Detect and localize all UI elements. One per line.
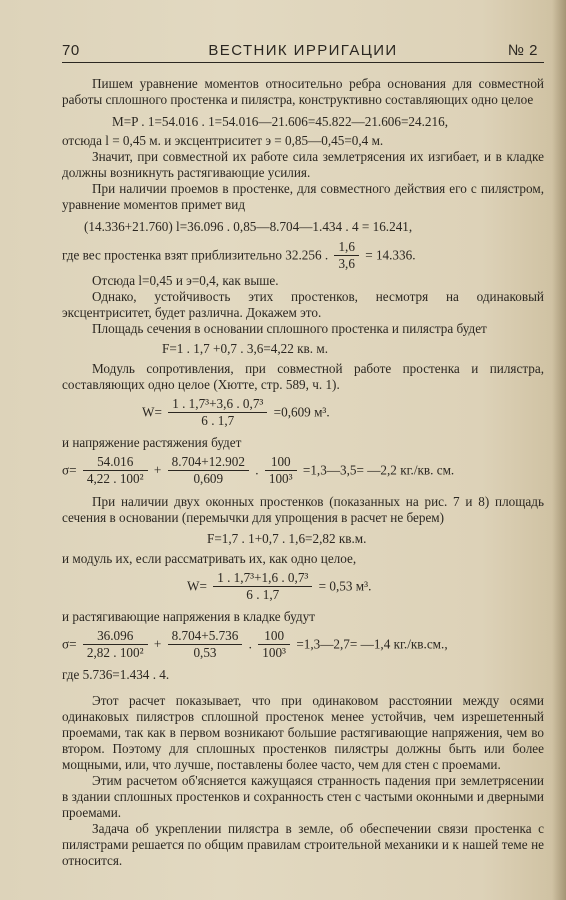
running-header — [62, 40, 544, 63]
equation-moment: M=P . 1=54.016 . 1=54.016—21.606=45.822—21.606=24.216, — [112, 114, 448, 129]
dot-sign: . — [248, 636, 252, 652]
equation-result: = 14.336. — [365, 247, 416, 263]
fraction — [168, 454, 249, 487]
equation-moment-openings: (14.336+21.760) l=36.096 . 0,85—8.704—1.434 . 4 = 16.241, — [84, 219, 413, 234]
paragraph: Отсюда l=0,45 и э=0,4, как выше. — [92, 273, 279, 288]
fraction-denominator: 6 . 1,7 — [201, 413, 235, 428]
paragraph: Модуль сопротивления, при совместной работе простенка и пилястра, составляющих одно целое (Хютте, стр. 589, ч. 1). — [62, 361, 544, 392]
paragraph: Площадь сечения в основании сплошного простенка и пилястра будет — [92, 321, 487, 336]
fraction — [83, 628, 148, 661]
paragraph: Этим расчетом об'ясняется кажущаяся странность падения при землетрясении в здании сплошных простенков и сохранность стен с частыми оконными и дверными проемами. — [62, 773, 544, 820]
equation-modulus — [142, 396, 544, 432]
fraction-denominator: 100³ — [262, 645, 287, 660]
paragraph: При наличии двух оконных простенков (показанных на рис. 7 и 8) площадь сечения в основании (перемычки для упрощения в расчет не берем) — [62, 494, 544, 525]
paragraph: Пишем уравнение моментов относительно ребра основания для совместной работы сплошного простенка и пилястра, конструктивно составляющих одно целое — [62, 76, 544, 107]
paragraph-text: где вес простенка взят приблизительно 32.256 . — [62, 247, 329, 263]
fraction — [168, 396, 267, 429]
plus-sign: + — [153, 636, 162, 652]
fraction-numerator: 1 . 1,7³+3,6 . 0,7³ — [168, 396, 267, 413]
fraction — [258, 628, 290, 661]
dot-sign: . — [255, 462, 259, 478]
fraction-denominator: 3,6 — [338, 256, 355, 271]
paragraph: отсюда l = 0,45 м. и эксцентриситет э = 0,85—0,45=0,4 м. — [62, 133, 384, 148]
sigma-symbol: σ= — [62, 462, 77, 478]
paragraph: и растягивающие напряжения в кладке будут — [62, 609, 315, 624]
paragraph: Задача об укреплении пилястра в земле, об обеспечении связи простенка с пилястрами решается по общим правилам строительной механики и к нашей теме не относится. — [62, 821, 544, 868]
fraction-denominator: 0,609 — [193, 471, 224, 486]
fraction-numerator: 8.704+5.736 — [168, 628, 243, 645]
article-body — [62, 76, 544, 869]
paragraph: Однако, устойчивость этих простенков, несмотря на одинаковый эксцентриситет, будет различна. Докажем это. — [62, 289, 544, 320]
fraction — [213, 570, 312, 603]
issue-number: № 2 — [507, 42, 538, 59]
paragraph: и напряжение растяжения будет — [62, 435, 242, 450]
equation-area-openings: F=1,7 . 1+0,7 . 1,6=2,82 кв.м. — [207, 531, 367, 546]
fraction — [265, 454, 297, 487]
fraction-numerator: 1 . 1,7³+1,6 . 0,7³ — [213, 570, 312, 587]
fraction-numerator: 54.016 — [83, 454, 148, 471]
fraction-numerator: 100 — [265, 454, 297, 471]
fraction-numerator: 36.096 — [83, 628, 148, 645]
paragraph: где 5.736=1.434 . 4. — [62, 667, 170, 682]
fraction-numerator: 100 — [258, 628, 290, 645]
fraction-numerator: 1,6 — [334, 239, 358, 256]
plus-sign: + — [153, 462, 162, 478]
fraction — [83, 454, 148, 487]
fraction-denominator: 2,82 . 100² — [86, 645, 144, 660]
fraction — [168, 628, 243, 661]
fraction-denominator: 4,22 . 100² — [86, 471, 144, 486]
equation-wall-weight — [62, 239, 544, 273]
equation-lhs: W= — [187, 578, 207, 594]
paragraph: Этот расчет показывает, что при одинаковом расстоянии между осями одинаковых пилястров сплошной простенок менее устойчив, чем изрешетенный проемами, так как в первом возникают большие растягивающие напряжения, чем во втором. Поэтому для сплошных простенков пилястры должны быть или более мощными, или, что лучше, поставлены более часто, чем для стен с проемами. — [62, 693, 544, 772]
equation-lhs: W= — [142, 404, 162, 420]
fraction — [334, 239, 358, 272]
equation-result: = 0,53 м³. — [318, 578, 372, 594]
equation-area: F=1 . 1,7 +0,7 . 3,6=4,22 кв. м. — [162, 341, 329, 356]
paragraph: Значит, при совместной их работе сила землетрясения их изгибает, и в кладке должны возникнуть растягивающие усилия. — [62, 149, 544, 180]
fraction-denominator: 0,53 — [193, 645, 217, 660]
fraction-denominator: 6 . 1,7 — [246, 587, 280, 602]
page-number: 70 — [62, 42, 80, 59]
journal-title: ВЕСТНИК ИРРИГАЦИИ — [208, 42, 398, 59]
equation-modulus-openings — [187, 570, 544, 606]
equation-result: =1,3—3,5= —2,2 кг./кв. см. — [302, 462, 455, 478]
paragraph: При наличии проемов в простенке, для совместного действия его с пилястром, уравнение моментов примет вид — [62, 181, 544, 212]
fraction-denominator: 100³ — [268, 471, 293, 486]
sigma-symbol: σ= — [62, 636, 77, 652]
equation-result: =0,609 м³. — [273, 404, 330, 420]
equation-stress — [62, 454, 544, 490]
equation-stress-openings — [62, 628, 544, 664]
paragraph: и модуль их, если рассматривать их, как одно целое, — [62, 551, 357, 566]
equation-result: =1,3—2,7= —1,4 кг./кв.см., — [296, 636, 448, 652]
page-edge-shadow — [552, 0, 566, 900]
fraction-numerator: 8.704+12.902 — [168, 454, 249, 471]
